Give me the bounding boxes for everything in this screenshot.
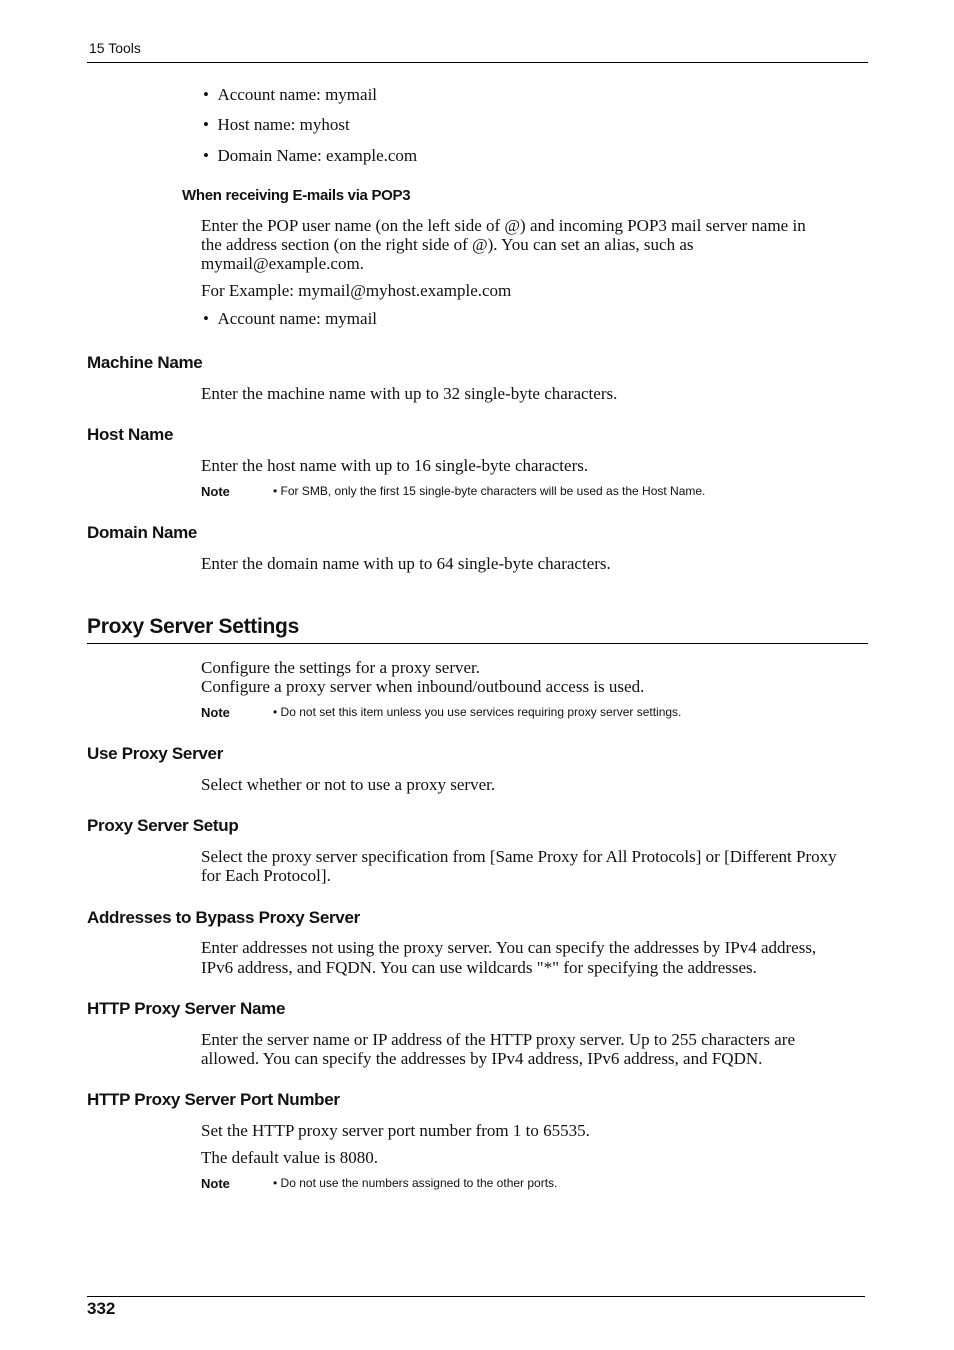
list-item-text: Account name: mymail [217, 309, 378, 328]
note-label: Note [201, 1176, 230, 1191]
bypass-line: IPv6 address, and FQDN. You can use wildcards "*" for specifying the addresses. [201, 958, 757, 977]
http-port-line: Set the HTTP proxy server port number from 1 to 65535. [201, 1121, 590, 1140]
note-label: Note [201, 484, 230, 499]
pop3-heading: When receiving E-mails via POP3 [182, 187, 411, 204]
proxy-setup-line: Select the proxy server specification from [Same Proxy for All Protocols] or [Different Proxy [201, 847, 837, 866]
note-text: • For SMB, only the first 15 single-byte characters will be used as the Host Name. [273, 484, 706, 498]
pop3-line: mymail@example.com. [201, 254, 364, 273]
list-item: • Domain Name: example.com [203, 146, 418, 165]
bypass-heading: Addresses to Bypass Proxy Server [87, 908, 360, 927]
list-item: • Account name: mymail [203, 309, 378, 328]
host-name-heading: Host Name [87, 425, 174, 444]
list-item: • Account name: mymail [203, 85, 378, 104]
pop3-line: the address section (on the right side of @). You can set an alias, such as [201, 235, 694, 254]
domain-name-text: Enter the domain name with up to 64 single-byte characters. [201, 554, 611, 573]
pop3-line: Enter the POP user name (on the left side of @) and incoming POP3 mail server name in [201, 216, 806, 235]
note-content: For SMB, only the first 15 single-byte characters will be used as the Host Name. [280, 484, 706, 498]
host-name-text: Enter the host name with up to 16 single-byte characters. [201, 456, 589, 475]
note-text: • Do not use the numbers assigned to the other ports. [273, 1176, 558, 1190]
proxy-intro-line: Configure the settings for a proxy server. [201, 658, 481, 677]
use-proxy-heading: Use Proxy Server [87, 744, 224, 763]
list-item-text: Host name: myhost [217, 115, 350, 134]
note-content: Do not use the numbers assigned to the other ports. [280, 1176, 558, 1190]
http-port-heading: HTTP Proxy Server Port Number [87, 1090, 340, 1109]
http-port-line: The default value is 8080. [201, 1148, 379, 1167]
section-rule [87, 643, 868, 644]
machine-name-heading: Machine Name [87, 353, 203, 372]
list-item-text: Account name: mymail [217, 85, 378, 104]
pop3-example: For Example: mymail@myhost.example.com [201, 281, 512, 300]
use-proxy-text: Select whether or not to use a proxy server. [201, 775, 496, 794]
http-name-heading: HTTP Proxy Server Name [87, 999, 286, 1018]
http-name-line: allowed. You can specify the addresses by IPv4 address, IPv6 address, and FQDN. [201, 1049, 763, 1068]
pop3-paragraph [201, 216, 871, 273]
proxy-setup-heading: Proxy Server Setup [87, 816, 239, 835]
proxy-setup-line: for Each Protocol]. [201, 866, 331, 885]
page-number: 332 [87, 1299, 116, 1318]
list-item: • Host name: myhost [203, 115, 350, 134]
http-name-line: Enter the server name or IP address of the HTTP proxy server. Up to 255 characters are [201, 1030, 795, 1049]
running-header: 15 Tools [89, 40, 141, 56]
note-text: • Do not set this item unless you use services requiring proxy server settings. [273, 705, 682, 719]
note-label: Note [201, 705, 230, 720]
list-item-text: Domain Name: example.com [217, 146, 418, 165]
footer-rule [87, 1296, 865, 1297]
bypass-line: Enter addresses not using the proxy server. You can specify the addresses by IPv4 address, [201, 938, 817, 957]
machine-name-text: Enter the machine name with up to 32 single-byte characters. [201, 384, 618, 403]
proxy-intro-line: Configure a proxy server when inbound/outbound access is used. [201, 677, 645, 696]
header-rule [87, 62, 868, 63]
domain-name-heading: Domain Name [87, 523, 198, 542]
note-content: Do not set this item unless you use services requiring proxy server settings. [280, 705, 682, 719]
proxy-section-heading: Proxy Server Settings [87, 615, 299, 638]
